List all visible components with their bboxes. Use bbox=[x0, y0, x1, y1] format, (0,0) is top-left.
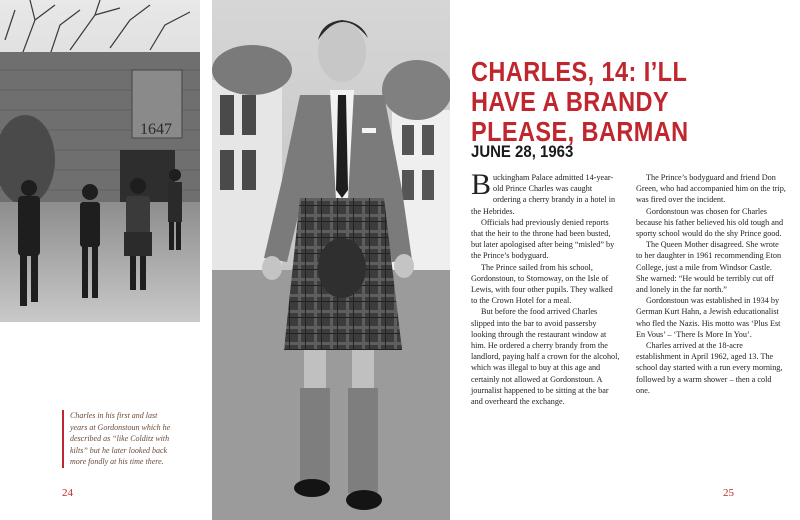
headline-line: PLEASE, BARMAN bbox=[471, 116, 689, 147]
article-paragraph: The Queen Mother disagreed. She wrote to her daughter in 1961 recommending Eton College, just a mile from Windsor Castle. She warned: “He would be terribly cut off and lonely in the far north.” bbox=[636, 240, 782, 295]
headline-line: HAVE A BRANDY bbox=[471, 86, 669, 117]
caption-line: more fondly at his time there. bbox=[70, 457, 164, 466]
paragraph-text: uckingham Palace admitted 14-year-old Prince Charles was caught ordering a cherry brandy in a hotel in the Hebrides. bbox=[471, 173, 616, 216]
drop-cap: B bbox=[471, 168, 492, 201]
caption-line: kilts” but he later looked back bbox=[70, 445, 168, 455]
article-paragraph bbox=[471, 168, 621, 217]
article-paragraph: Gordonstoun was established in 1934 by German Kurt Hahn, a Jewish educationalist who fled the Nazis. His motto was ‘Plus Est En Vous’ – ‘There Is More In You’. bbox=[636, 296, 781, 339]
headline-line: CHARLES, 14: I’LL bbox=[471, 56, 688, 87]
article-column-2 bbox=[636, 172, 786, 396]
article-column-1 bbox=[471, 168, 621, 407]
article-paragraph: Officials had previously denied reports that the heir to the throne had been busted, but later apologised after being “misled” by the Prince’s bodyguard. bbox=[471, 217, 615, 261]
article-date: JUNE 28, 1963 bbox=[471, 142, 574, 161]
photo-caption bbox=[62, 410, 206, 468]
article-paragraph: The Prince’s bodyguard and friend Don Green, who had accompanied him on the trip, was fired over the incident. bbox=[636, 173, 786, 205]
page-number-left: 24 bbox=[62, 487, 73, 499]
gordonstoun-walk-photo bbox=[0, 0, 200, 322]
caption-line: described as “like Colditz with bbox=[70, 434, 170, 443]
article-paragraph: But before the food arrived Charles slipped into the bar to avoid passersby looking through the restaurant window at him. He ordered a cherry brandy from the landlord, paying half a crown for the alcohol, which was illegal to buy at this age and certainly not allowed at Gordonstoun. A journalist happened to be sitting at the bar and overheard the exchange. bbox=[471, 307, 620, 407]
article-paragraph: The Prince sailed from his school, Gordonstoun, to Stornoway, on the Isle of Lewis, with four other pupils. They walked to the Crown Hotel for a meal. bbox=[471, 262, 613, 306]
article-paragraph: Gordonstoun was chosen for Charles because his father believed his old tough and sporty school would do the shy Prince good. bbox=[636, 206, 784, 239]
prince-in-kilt-photo bbox=[212, 0, 450, 520]
page-number-right: 25 bbox=[723, 487, 734, 499]
carved-date: 1647 bbox=[140, 121, 172, 138]
caption-line: years at Gordonstoun which he bbox=[70, 422, 171, 432]
caption-line: Charles in his first and last bbox=[70, 411, 158, 420]
article-paragraph: Charles arrived at the 18-acre establishment in April 1962, aged 13. The school day started with a run every morning, followed by a warm shower – then a cold one. bbox=[636, 341, 783, 395]
article-headline bbox=[471, 57, 740, 147]
